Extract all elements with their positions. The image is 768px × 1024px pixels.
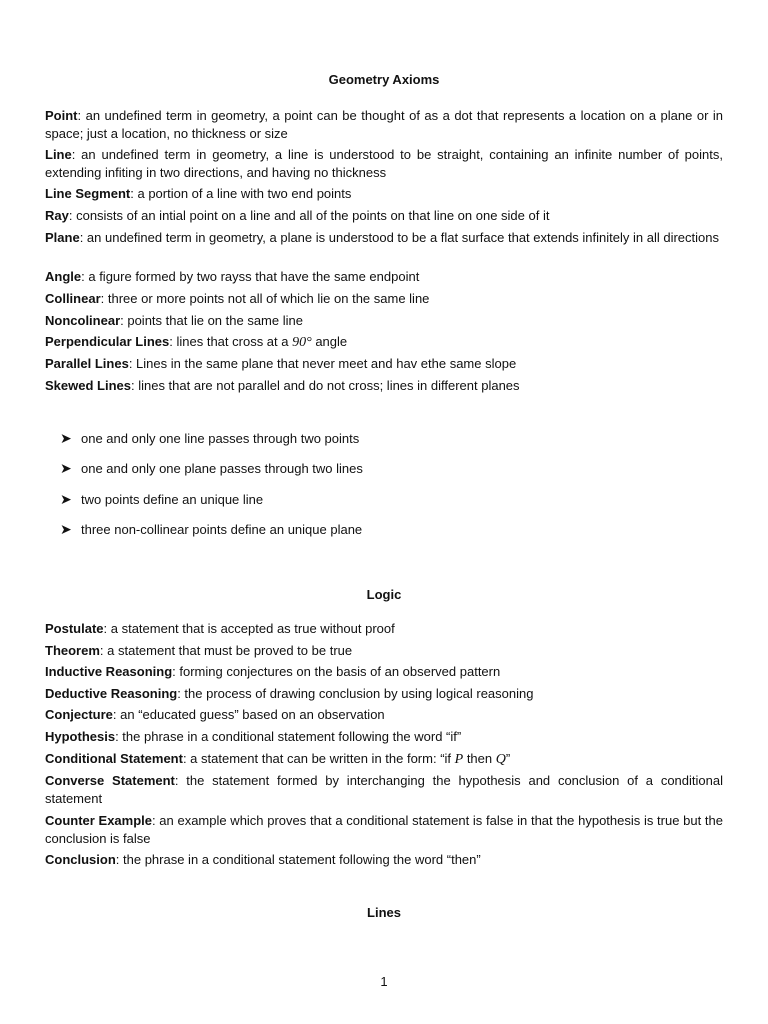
definition-conclusion: Conclusion: the phrase in a conditional statement following the word “then” <box>45 852 481 867</box>
definition-parallel-lines: Parallel Lines: Lines in the same plane that never meet and hav ethe same slope <box>45 356 517 371</box>
term-plane: Plane <box>45 230 80 245</box>
term-conclusion: Conclusion <box>45 852 116 867</box>
axiom-bullet: ➤ one and only one plane passes through two lines <box>60 460 363 476</box>
math-90-degrees: 90° <box>292 335 312 350</box>
definition-point: Point: an undefined term in geometry, a point can be thought of as a dot that represents a location on a plane or in space; just a location, no thickness or size <box>45 108 723 141</box>
term-parallel-lines: Parallel Lines <box>45 356 129 371</box>
term-collinear: Collinear <box>45 291 101 306</box>
definition-conjecture: Conjecture: an “educated guess” based on an observation <box>45 707 385 722</box>
definition-collinear: Collinear: three or more points not all of which lie on the same line <box>45 291 430 306</box>
axiom-bullet: ➤ three non-collinear points define an unique plane <box>60 521 363 537</box>
definition-noncolinear: Noncolinear: points that lie on the same line <box>45 313 303 328</box>
axiom-bullet: ➤ two points define an unique line <box>60 491 264 507</box>
definition-theorem: Theorem: a statement that must be proved to be true <box>45 643 353 658</box>
term-angle: Angle <box>45 269 82 284</box>
term-converse-statement: Converse Statement <box>45 773 175 788</box>
term-ray: Ray <box>45 208 69 223</box>
term-conditional-statement: Conditional Statement <box>45 751 183 766</box>
definition-perpendicular-lines: Perpendicular Lines: lines that cross at a 90° angle <box>45 334 348 350</box>
arrow-bullet-icon: ➤ <box>60 460 72 476</box>
section-title-geometry-axioms: Geometry Axioms <box>328 72 440 87</box>
definition-converse-statement: Converse Statement: the statement formed by interchanging the hypothesis and conclusion of a conditional statement <box>45 773 723 806</box>
term-conjecture: Conjecture <box>45 707 113 722</box>
definition-hypothesis: Hypothesis: the phrase in a conditional statement following the word “if” <box>45 729 462 744</box>
term-point: Point <box>45 108 78 123</box>
term-line: Line <box>45 147 72 162</box>
section-title-lines: Lines <box>367 905 401 920</box>
definition-angle: Angle: a figure formed by two rayss that have the same endpoint <box>45 269 420 284</box>
math-p: P <box>454 752 464 767</box>
definition-ray: Ray: consists of an intial point on a line and all of the points on that line on one side of it <box>45 208 550 223</box>
section-title-logic: Logic <box>366 587 402 602</box>
definition-line-segment: Line Segment: a portion of a line with two end points <box>45 186 352 201</box>
term-line-segment: Line Segment <box>45 186 131 201</box>
document-page <box>45 0 723 1024</box>
arrow-bullet-icon: ➤ <box>60 491 72 507</box>
definition-counter-example: Counter Example: an example which proves that a conditional statement is false in that the hypothesis is true but the conclusion is false <box>45 813 723 846</box>
term-hypothesis: Hypothesis <box>45 729 116 744</box>
term-postulate: Postulate <box>45 621 104 636</box>
arrow-bullet-icon: ➤ <box>60 521 72 537</box>
term-skewed-lines: Skewed Lines <box>45 378 131 393</box>
definition-line: Line: an undefined term in geometry, a line is understood to be straight, containing an infinite number of points, extending infiting in two directions, and having no thickness <box>45 147 723 180</box>
definition-plane: Plane: an undefined term in geometry, a plane is understood to be a flat surface that extends infinitely in all directions <box>45 230 719 245</box>
definition-skewed-lines: Skewed Lines: lines that are not parallel and do not cross; lines in different planes <box>45 378 520 393</box>
definition-deductive-reasoning: Deductive Reasoning: the process of drawing conclusion by using logical reasoning <box>45 686 534 701</box>
term-deductive-reasoning: Deductive Reasoning <box>45 686 178 701</box>
term-noncolinear: Noncolinear <box>45 313 121 328</box>
definition-conditional-statement: Conditional Statement: a statement that can be written in the form: “if P then Q” <box>45 751 511 767</box>
definition-inductive-reasoning: Inductive Reasoning: forming conjectures on the basis of an observed pattern <box>45 664 501 679</box>
page-number: 1 <box>380 974 388 989</box>
term-theorem: Theorem <box>45 643 100 658</box>
term-counter-example: Counter Example <box>45 813 152 828</box>
term-perpendicular-lines: Perpendicular Lines <box>45 334 170 349</box>
definition-postulate: Postulate: a statement that is accepted as true without proof <box>45 621 395 636</box>
axiom-bullet: ➤ one and only one line passes through two points <box>60 430 360 446</box>
term-inductive-reasoning: Inductive Reasoning <box>45 664 173 679</box>
arrow-bullet-icon: ➤ <box>60 430 72 446</box>
math-q: Q <box>495 752 506 767</box>
